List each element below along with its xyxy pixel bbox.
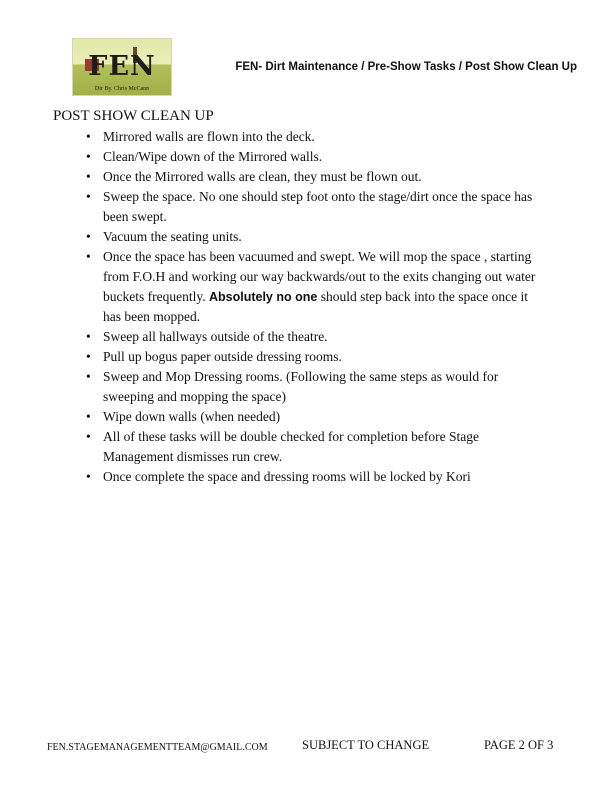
emphasis-text: Absolutely no one <box>208 290 318 304</box>
list-item: • All of these tasks will be double checked for completion before Stage Management dismisses run crew. <box>103 427 543 467</box>
list-item-text: Once the space has been vacuumed and swept. We will mop the space , starting from F.O.H and working our way backwards/out to the exits changing out water buckets frequently. <box>103 249 536 304</box>
logo-byline: Dir By. Chris McCann <box>94 86 150 92</box>
list-item: • Sweep the space. No one should step foot onto the stage/dirt once the space has been swept. <box>103 187 543 227</box>
list-item: • Clean/Wipe down of the Mirrored walls. <box>103 147 543 167</box>
list-item: • Pull up bogus paper outside dressing rooms. <box>103 347 543 367</box>
footer-email: FEN.STAGEMANAGEMENTTEAM@GMAIL.COM <box>47 742 268 753</box>
page-number: PAGE 2 OF 3 <box>484 738 554 752</box>
document-title: FEN- Dirt Maintenance / Pre-Show Tasks / Post Show Clean Up <box>235 61 577 73</box>
footer-notice: SUBJECT TO CHANGE <box>302 738 430 752</box>
list-item: • Once complete the space and dressing rooms will be locked by Kori <box>103 467 543 487</box>
list-item-mopping <box>103 247 543 327</box>
logo-title: FEN <box>88 51 156 82</box>
list-item: • Wipe down walls (when needed) <box>103 407 543 427</box>
task-list <box>103 127 543 487</box>
list-item-text: should step back into the space once it has been mopped. <box>103 289 529 324</box>
list-item: • Mirrored walls are flown into the deck. <box>103 127 543 147</box>
list-item: • Sweep all hallways outside of the theatre. <box>103 327 543 347</box>
section-heading: POST SHOW CLEAN UP <box>53 108 214 124</box>
list-item: • Once the Mirrored walls are clean, they must be flown out. <box>103 167 543 187</box>
list-item: • Vacuum the seating units. <box>103 227 543 247</box>
fen-logo <box>72 38 172 96</box>
list-item: • Sweep and Mop Dressing rooms. (Following the same steps as would for sweeping and mopping the space) <box>103 367 543 407</box>
